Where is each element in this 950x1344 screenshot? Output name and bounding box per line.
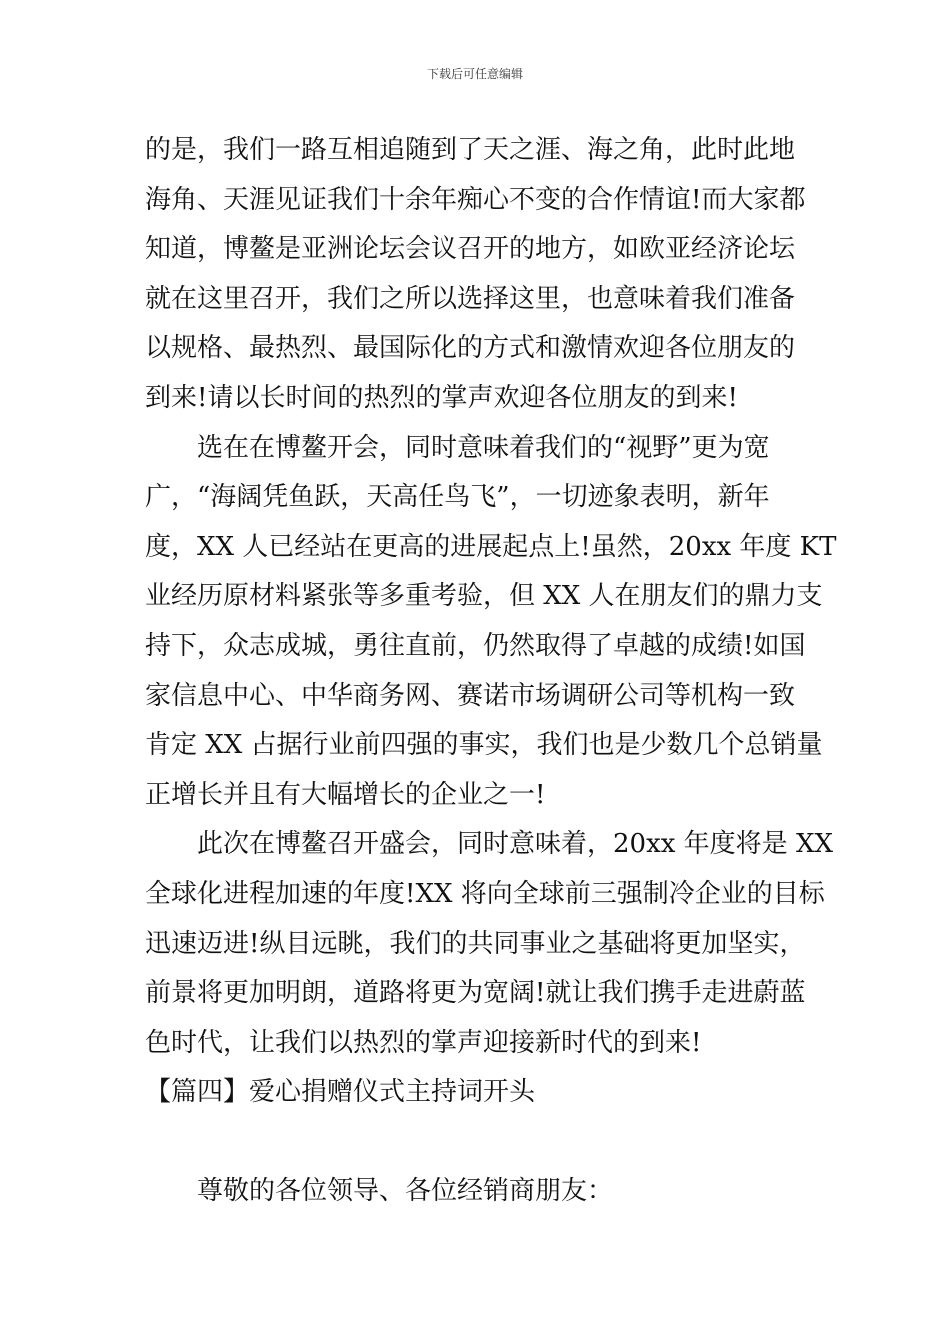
paragraph-line: 到来!请以长时间的热烈的掌声欢迎各位朋友的到来!: [145, 382, 738, 413]
paragraph-line: 度，XX 人已经站在更高的进展起点上!虽然，20xx 年度 KT: [145, 531, 837, 562]
paragraph-line: 知道，博鳌是亚洲论坛会议召开的地方，如欧亚经济论坛: [145, 234, 796, 265]
paragraph-line: 正增长并且有大幅增长的企业之一!: [145, 779, 546, 810]
paragraph-line: 家信息中心、中华商务网、赛诺市场调研公司等机构一致: [145, 680, 796, 711]
paragraph-line: 就在这里召开，我们之所以选择这里，也意味着我们准备: [145, 283, 796, 314]
paragraph-line: 前景将更加明朗，道路将更为宽阔!就让我们携手走进蔚蓝: [145, 978, 806, 1009]
paragraph-line: 以规格、最热烈、最国际化的方式和激情欢迎各位朋友的: [145, 333, 796, 364]
paragraph-line: 选在在博鳌开会，同时意味着我们的“视野”更为宽: [197, 432, 770, 463]
paragraph-line: 迅速迈进!纵目远眺，我们的共同事业之基础将更加坚实，: [145, 928, 806, 959]
page-header: 下载后可任意编辑: [426, 67, 523, 81]
paragraph-line: 肯定 XX 占据行业前四强的事实，我们也是少数几个总销量: [145, 730, 823, 761]
salutation-line: 尊敬的各位领导、各位经销商朋友：: [197, 1176, 614, 1207]
paragraph-line: 广，“海阔凭鱼跃，天高任鸟飞”，一切迹象表明，新年: [145, 482, 770, 513]
section-heading: 【篇四】爱心捐赠仪式主持词开头: [145, 1077, 536, 1108]
paragraph-line: 持下，众志成城，勇往直前，仍然取得了卓越的成绩!如国: [145, 630, 806, 661]
blank-line: [145, 1118, 810, 1168]
document-body: [145, 126, 837, 1217]
paragraph-line: 业经历原材料紧张等多重考验，但 XX 人在朋友们的鼎力支: [145, 581, 823, 612]
paragraph-line: 色时代，让我们以热烈的掌声迎接新时代的到来!: [145, 1027, 702, 1058]
paragraph-line: 海角、天涯见证我们十余年痴心不变的合作情谊!而大家都: [145, 184, 806, 215]
paragraph-line: 全球化进程加速的年度!XX 将向全球前三强制冷企业的目标: [145, 878, 825, 909]
paragraph-line: 此次在博鳌召开盛会，同时意味着，20xx 年度将是 XX: [197, 829, 833, 860]
paragraph-line: 的是，我们一路互相追随到了天之涯、海之角，此时此地: [145, 135, 796, 165]
